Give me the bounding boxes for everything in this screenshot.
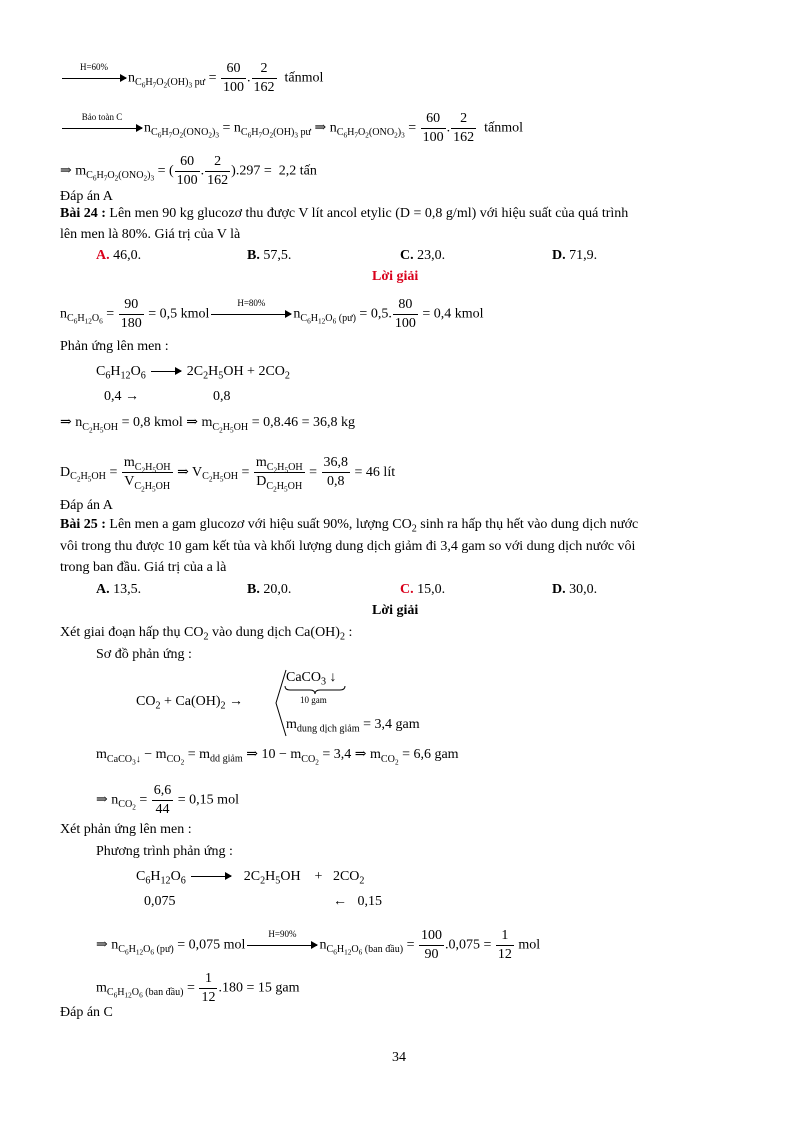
equation-line: $D_{C_2H_5OH}$ = $\frac{m_{C_2H_5OH}}{V_{C_2H_5OH}}$ ⇒ $V_{C_2H_5OH}$ = $\frac{m_{C_2H_5OH}}{D_{C_2H_5OH}}$ = $\frac{36,8}{0,8}$ = 46 lít [60,455,396,494]
reaction-moles: 0,075 [144,894,176,909]
question-25-line3: trong ban đầu. Giá trị của a là [60,560,227,575]
page-number: 34 [392,1050,406,1065]
reaction-moles: 0,4 → [104,389,139,404]
equation-line: ⇒ $n_{C_6H_{12}O_6 (pư)} = 0,075$ mol H=90% $n_{C_6H_{12}O_6 (ban đầu)}$ = $\frac{100}{90}$ .0,075 = $\frac{1}{12}$ mol [96,928,541,962]
question-25: Bài 25 : Lên men a gam glucozơ với hiệu suất 90%, lượng $CO_2$ sinh ra hấp thụ hết vào dung dịch nước [60,517,639,535]
reaction-moles: ← 0,15 [333,894,382,909]
scheme-dd-giam: $m_{dung dịch giảm} = 3,4$ gam [286,717,420,735]
option-d: D. 71,9. [552,248,598,263]
equation-title: Phương trình phản ứng : [96,844,233,859]
equation-line: $m_{C_6H_{12}O_6 (ban đầu)}$ = $\frac{1}{12}$ .180 = 15 gam [96,971,300,1005]
reaction-title: Phản ứng lên men : [60,339,169,354]
equation-line: ⇒ $n_{CO_2}$ = $\frac{6,6}{44}$ = 0,15 mol [96,783,239,817]
answer-line: Đáp án C [60,1005,113,1020]
equation-line: ⇒ $n_{C_2H_5OH} = 0,8$ kmol ⇒ $m_{C_2H_5OH} = 0,8.46 = 36,8$ kg [60,415,355,435]
answer-line: Đáp án A [60,189,113,204]
equation-line: ⇒ $m_{C_6H_7O_2(ONO_2)_3}$ = ( $\frac{60}{100}$ . $\frac{2}{162}$ ).297 = 2,2 tấn [60,154,317,188]
reaction-equation: $C_6H_{12}O_6$ $2C_2H_5OH + 2CO_2$ [96,364,290,382]
option-a: A. 13,5. [96,582,142,597]
scheme-reactants: $CO_2 + Ca(OH)_2$ → [136,694,244,712]
question-25-line2: vôi trong thu được 10 gam kết tủa và khối lượng dung dịch giảm đi 3,4 gam so với dung dịch nước vôi [60,539,636,554]
solution-title: Lời giải [372,269,419,284]
option-d: D. 30,0. [552,582,598,597]
scheme-10gam: 10 gam [300,695,327,705]
option-c: C. 23,0. [400,248,446,263]
equation-line: $n_{C_6H_{12}O_6}$ = $\frac{90}{180}$ = 0,5 kmol H=80% $n_{C_6H_{12}O_6 (pư)} = 0,5$. $\frac{80}{100}$ = 0,4 kmol [60,297,484,331]
option-c: C. 15,0. [400,582,446,597]
equation-line: Bảo toàn C $n_{C_6H_7O_2(ONO_2)_3} = n_{C_6H_7O_2(OH)_3 pư}$ ⇒ $n_{C_6H_7O_2(ONO_2)_3}$ = $\frac{60}{100}$ . $\frac{2}{162}$ tấnmol [60,112,523,145]
stage-heading: Xét giai đoạn hấp thụ $CO_2$ vào dung dịch $Ca(OH)_2$ : [60,625,353,643]
option-b: B. 20,0. [247,582,292,597]
question-24: Bài 24 : Lên men 90 kg glucozơ thu được V lít ancol etylic (D = 0,8 g/ml) với hiệu suất của quá trình [60,206,629,221]
equation-line: $m_{CaCO_3↓} - m_{CO_2} = m_{dd giảm}$ ⇒ $10 - m_{CO_2} = 3,4$ ⇒ $m_{CO_2} = 6,6$ gam [96,747,459,767]
question-24-line2: lên men là 80%. Giá trị của V là [60,227,241,242]
answer-line: Đáp án A [60,498,113,513]
solution-title: Lời giải [372,603,419,618]
reaction-moles: 0,8 [213,389,231,404]
scheme-caco3: CaCO$_3$ ↓ [286,670,337,688]
option-b: B. 57,5. [247,248,292,263]
equation-line: H=60% $n_{C_6H_7O_2(OH)_3 pư}$ = $\frac{60}{100}$ . $\frac{2}{162}$ tấnmol [60,62,323,95]
stage-heading: Xét phản ứng lên men : [60,822,192,837]
option-a: A. 46,0. [96,248,142,263]
reaction-equation: $C_6H_{12}O_6$ $2C_2H_5OH$ + $2CO_2$ [136,869,365,887]
scheme-title: Sơ đồ phản ứng : [96,647,192,662]
